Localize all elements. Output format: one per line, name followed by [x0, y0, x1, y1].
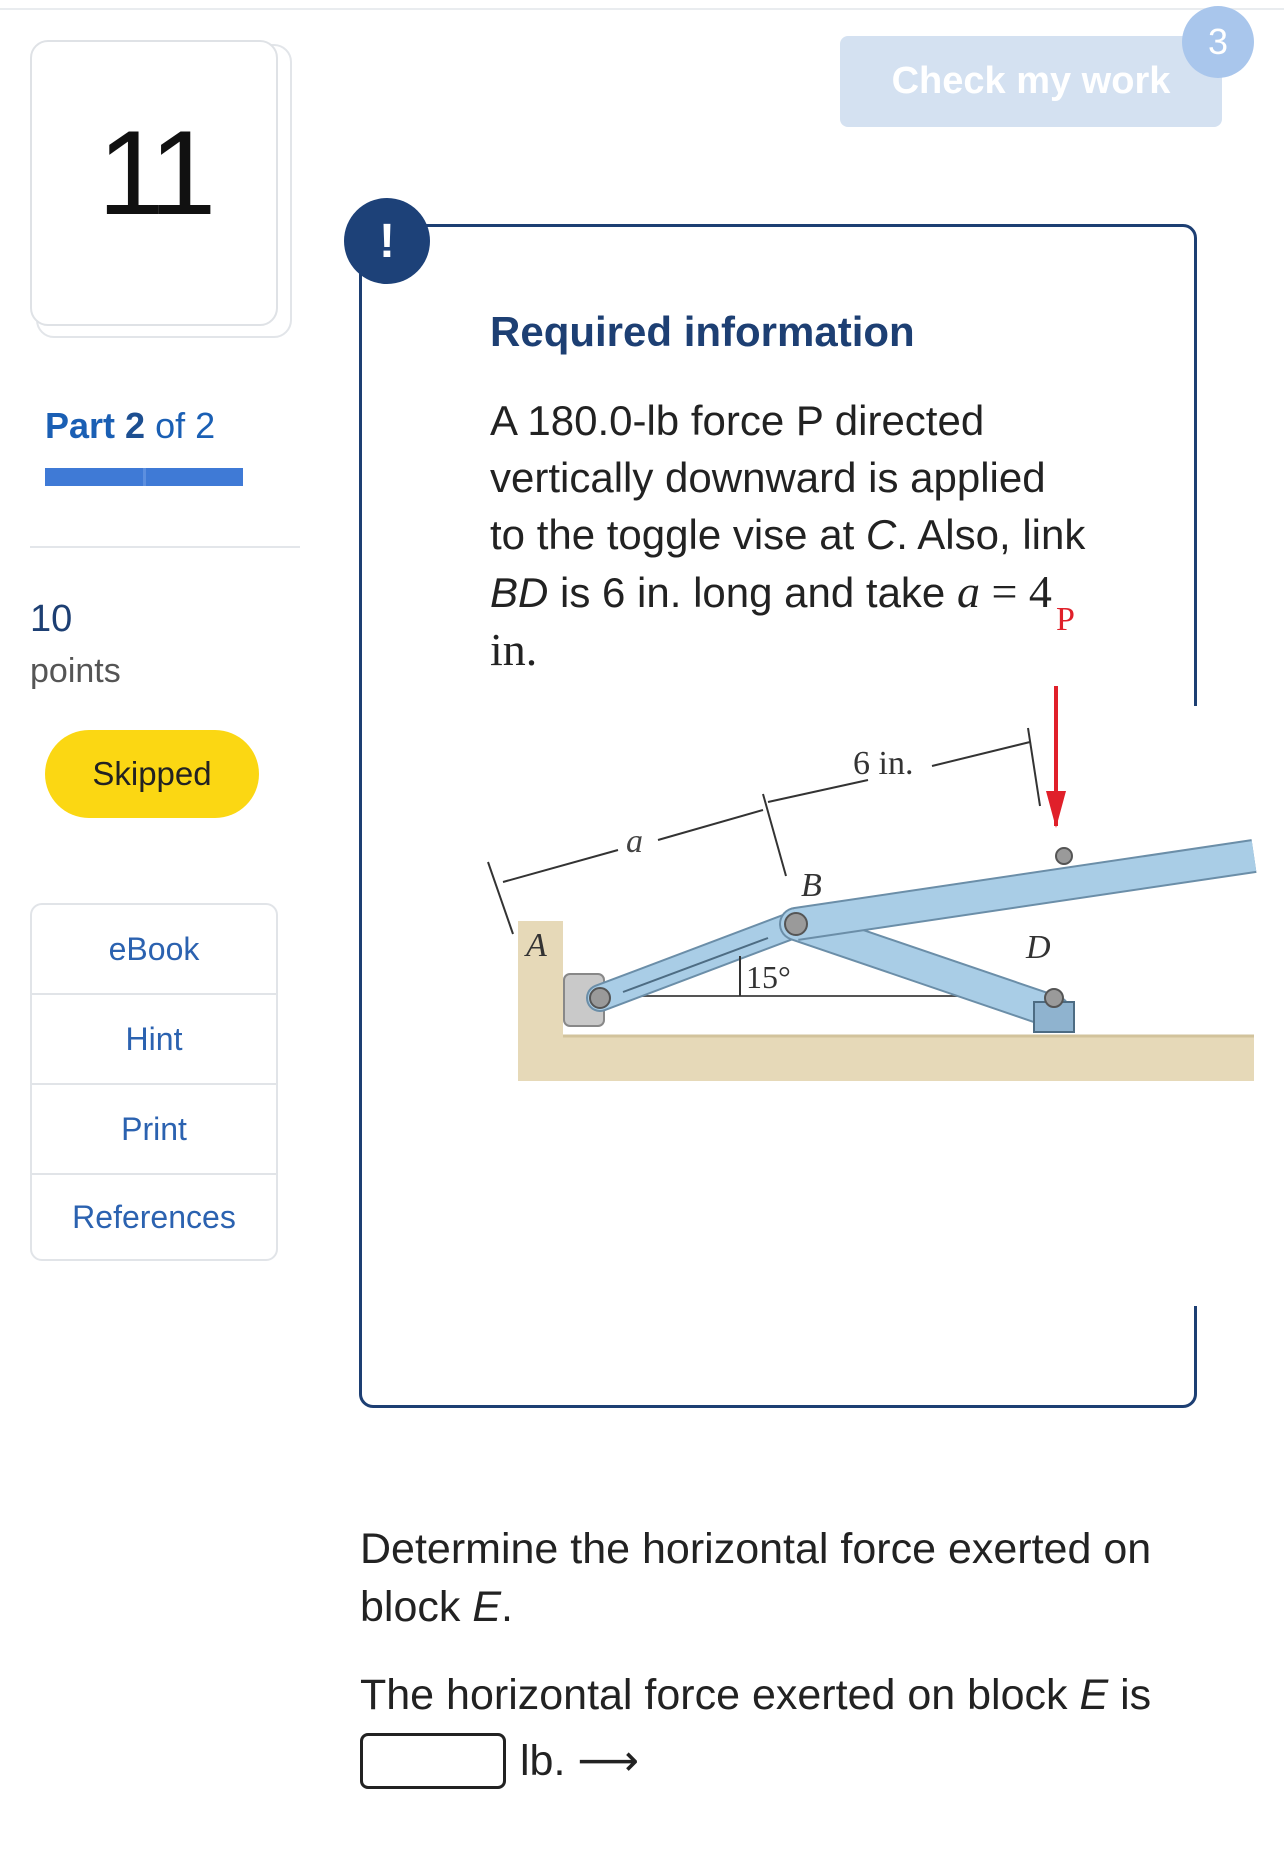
label-angle: 15° [746, 959, 791, 995]
arm-bc [796, 856, 1254, 924]
sidebar-divider [30, 546, 300, 548]
part-of: of 2 [155, 405, 216, 446]
right-arrow-icon: ⟶ [577, 1737, 640, 1785]
dim-ext-c [1028, 728, 1040, 806]
points-label: points [30, 652, 121, 690]
label-b: B [801, 867, 822, 904]
math-equals: = 4 in. [490, 566, 1052, 675]
question-prompt [360, 1520, 1260, 1636]
pin-b [785, 913, 807, 935]
check-attempts-badge: 3 [1182, 6, 1254, 78]
answer-block: E [1079, 1671, 1109, 1719]
prompt-text-end: . [501, 1583, 513, 1631]
answer-statement [360, 1666, 1260, 1724]
link-bd: BD [490, 569, 549, 616]
progress-segment [45, 468, 146, 486]
label-a-point: A [526, 927, 547, 964]
skipped-status-button[interactable]: Skipped [45, 730, 259, 818]
progress-segment [146, 468, 244, 486]
point-c: C [865, 511, 897, 558]
label-a-dimension: a [626, 823, 643, 860]
dim-ext-b [763, 794, 786, 876]
print-button[interactable]: Print [32, 1085, 276, 1175]
label-p: P [1056, 601, 1075, 638]
question-number: 11 [97, 106, 211, 240]
ebook-button[interactable]: eBook [32, 905, 276, 995]
label-d: D [1026, 929, 1051, 966]
resource-menu [30, 903, 278, 1261]
hint-button[interactable]: Hint [32, 995, 276, 1085]
required-info-title: Required information [490, 308, 915, 355]
check-my-work-button[interactable]: Check my work [840, 36, 1222, 127]
answer-row [360, 1733, 639, 1789]
part-current: 2 [125, 405, 146, 446]
dim-line-a-left [503, 850, 618, 882]
dim-line-6in-right [932, 742, 1030, 766]
info-text-part: is 6 in. long and take [548, 569, 957, 616]
top-divider [0, 8, 1284, 10]
info-text-part: . Also, link [896, 511, 1086, 558]
math-a: a [956, 566, 980, 617]
dim-line-6in-left [768, 780, 868, 802]
info-text-part: A 180.0-lb force P directed vertically downward is applied to the toggle vise at [490, 397, 1046, 558]
question-number-card [30, 40, 278, 326]
prompt-text: Determine the horizontal force exerted on block [360, 1525, 1152, 1631]
required-info-text [490, 392, 1090, 679]
pin-c [1056, 848, 1072, 864]
pin-a [590, 988, 610, 1008]
answer-unit: lb. [520, 1736, 566, 1785]
link-bd [796, 924, 1054, 1012]
dim-line-a-right [658, 810, 763, 840]
part-label: Part [45, 405, 116, 446]
part-indicator [45, 405, 215, 447]
part-progress-bar [45, 468, 243, 486]
label-6in: 6 in. [853, 745, 914, 782]
points-value: 10 [30, 598, 73, 640]
force-p-arrowhead [1046, 791, 1066, 828]
references-button[interactable]: References [72, 1198, 236, 1235]
answer-text-end: is [1108, 1671, 1152, 1719]
horizontal-force-input[interactable] [360, 1733, 506, 1789]
answer-text: The horizontal force exerted on block [360, 1671, 1080, 1719]
alert-icon: ! [344, 198, 430, 284]
pin-d [1045, 989, 1063, 1007]
prompt-block: E [472, 1583, 502, 1631]
